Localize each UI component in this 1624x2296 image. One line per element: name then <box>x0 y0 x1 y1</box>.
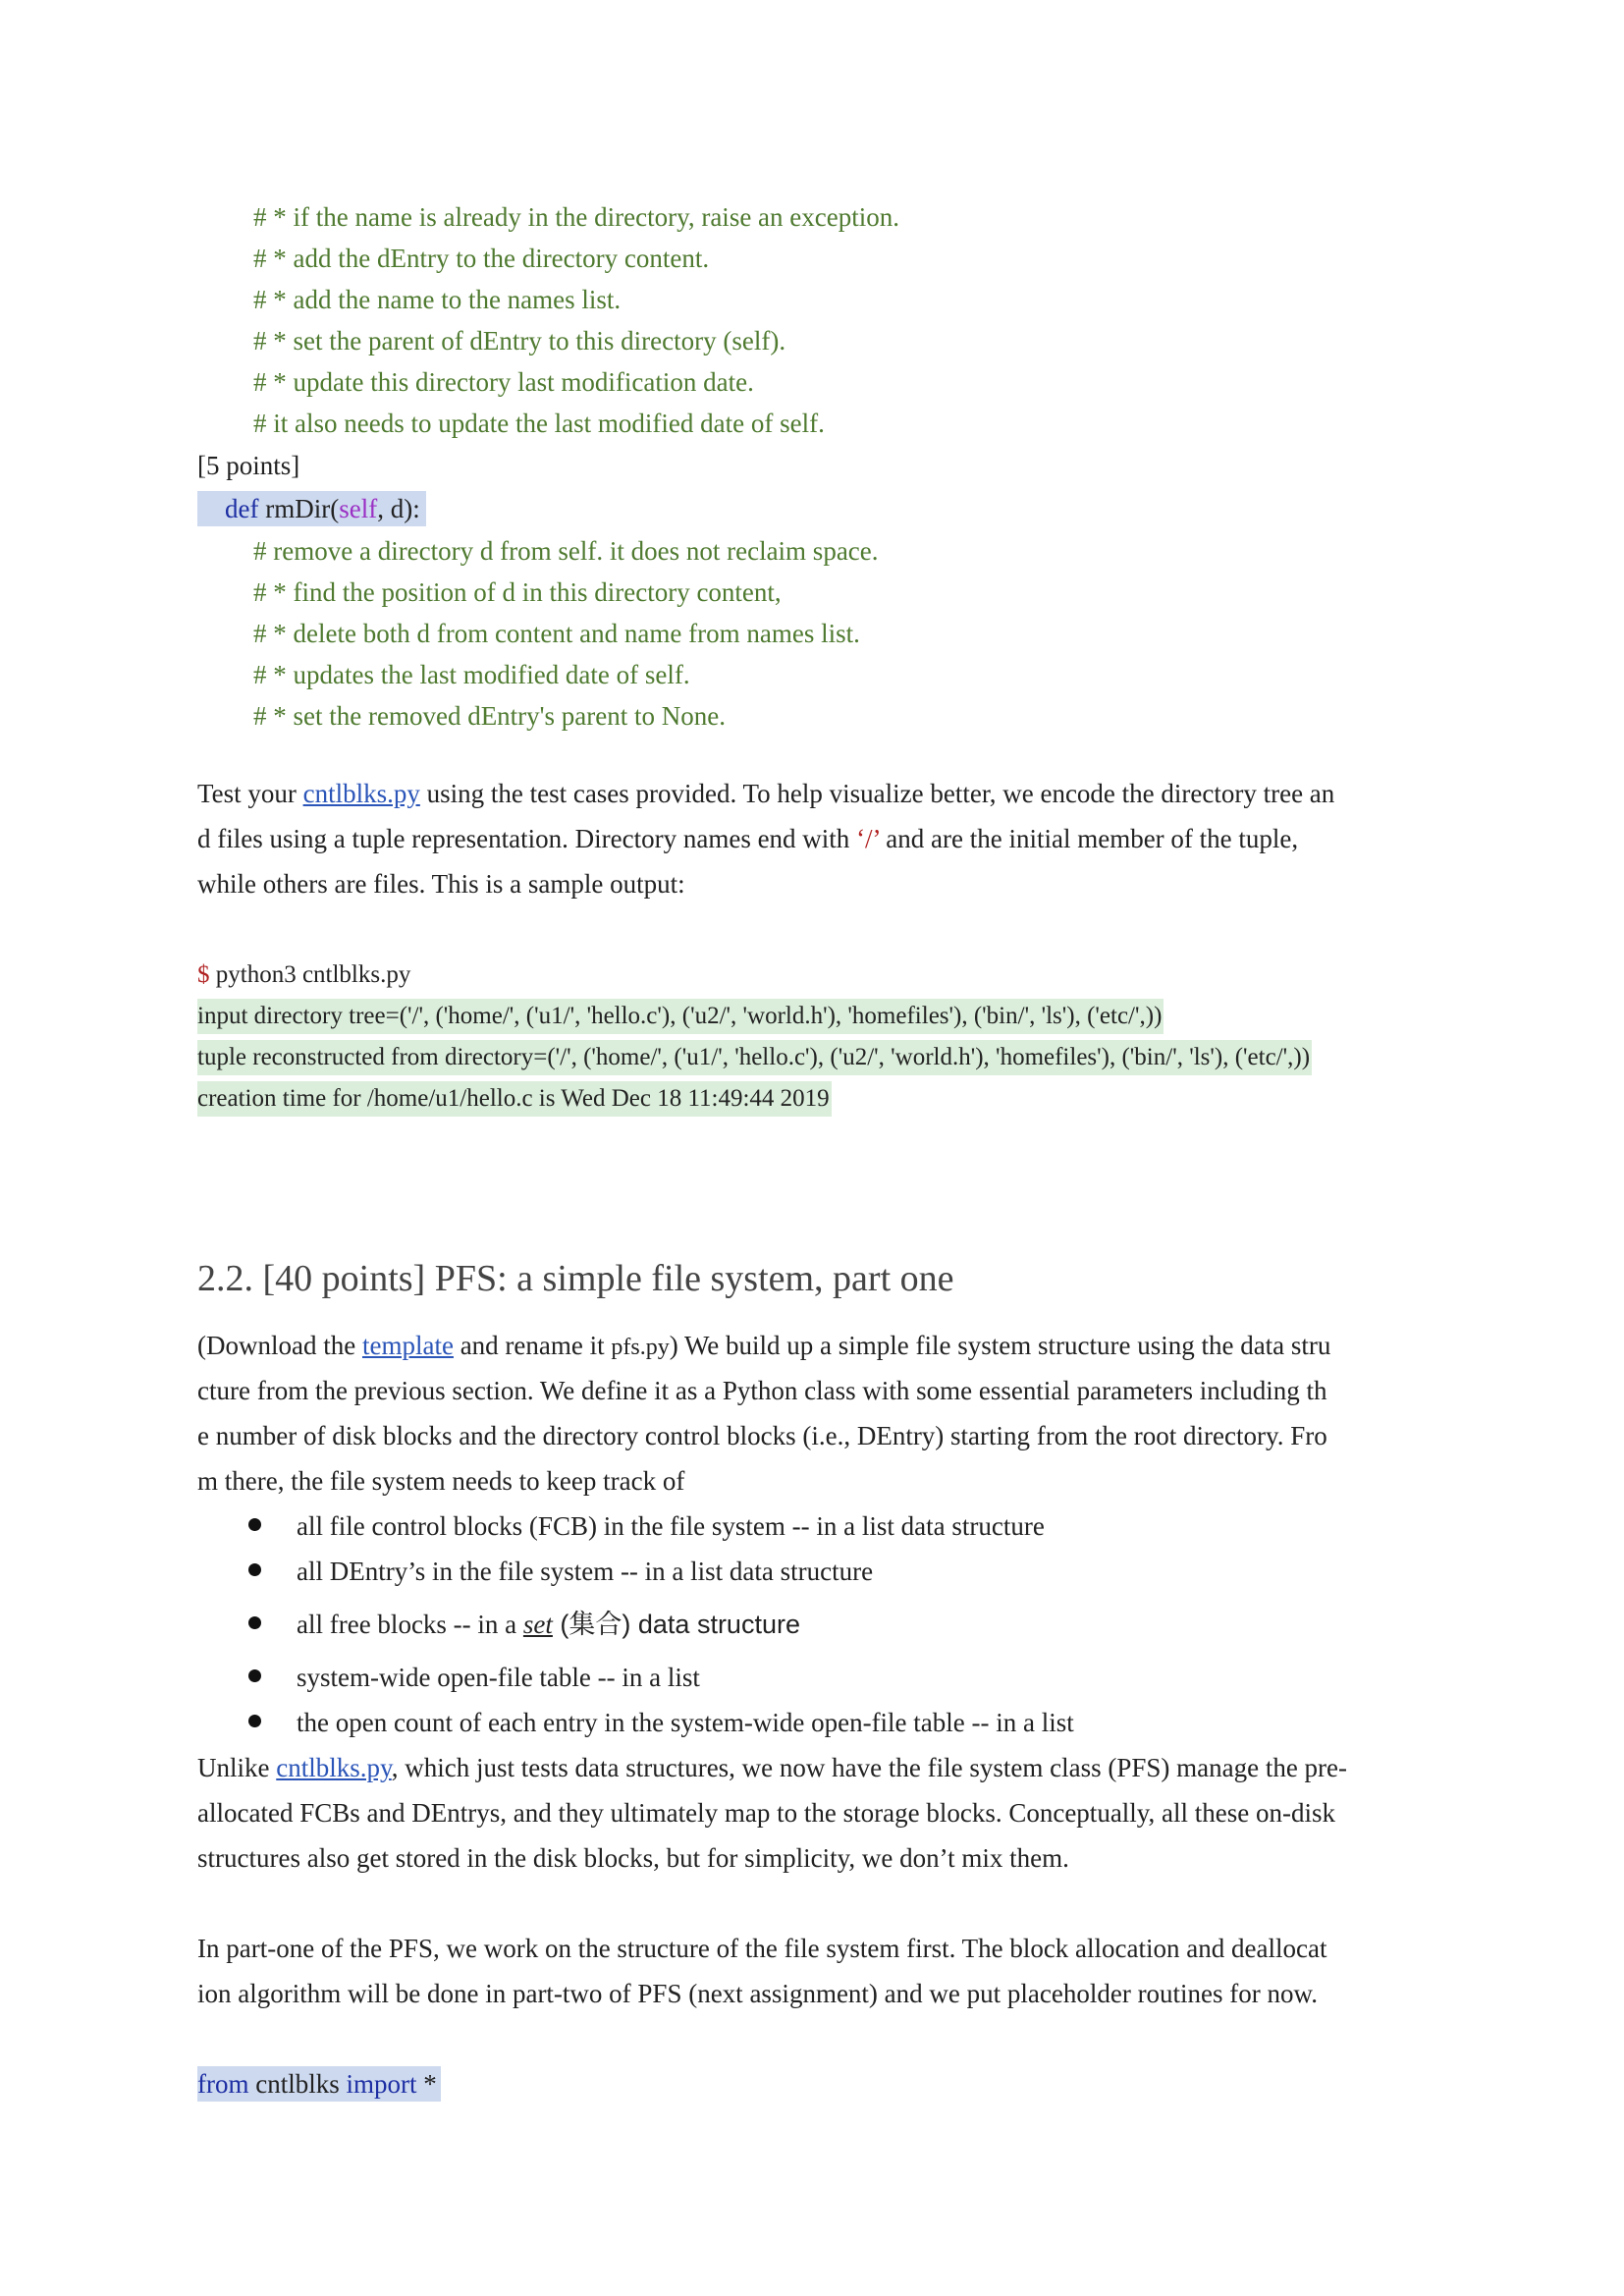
module-name: cntlblks <box>248 2069 347 2099</box>
partone-paragraph-line: In part-one of the PFS, we work on the structure of the file system first. The block allocation and deallocat <box>197 1934 1327 1963</box>
import-star: * <box>416 2069 437 2099</box>
code-comment: # * add the name to the names list. <box>253 285 622 314</box>
section-heading: 2.2. [40 points] PFS: a simple file system, part one <box>197 1258 954 1299</box>
pfs-paragraph-line: e number of disk blocks and the directory control blocks (i.e., DEntry) starting from the root directory. Fro <box>197 1421 1327 1450</box>
unlike-paragraph-line: structures also get stored in the disk blocks, but for simplicity, we don’t mix them. <box>197 1843 1069 1873</box>
text-span: ) We build up a simple file system structure using the data stru <box>669 1331 1331 1360</box>
rmdir-def-line <box>197 491 426 526</box>
code-comment: # * add the dEntry to the directory content. <box>253 244 710 273</box>
test-paragraph-line <box>197 821 1298 856</box>
unlike-paragraph-line: allocated FCBs and DEntrys, and they ultimately map to the storage blocks. Conceptually, all these on-disk <box>197 1798 1336 1828</box>
shell-output-line: input directory tree=('/', ('home/', ('u1/', 'hello.c'), ('u2/', 'world.h'), 'homefiles'), ('bin/', 'ls'), ('etc/',)) <box>197 999 1164 1034</box>
bullet-dot <box>248 1563 261 1576</box>
params-rest: , d): <box>377 494 420 523</box>
pfs-paragraph-line <box>197 1328 1330 1365</box>
file-name: pfs.py <box>611 1335 670 1360</box>
shell-prompt: $ <box>197 961 210 988</box>
text-span: all free blocks -- in a <box>297 1610 523 1639</box>
text-span: using the test cases provided. To help visualize better, we encode the directory tree an <box>419 779 1335 808</box>
bullet-item: all file control blocks (FCB) in the file system -- in a list data structure <box>297 1511 1045 1541</box>
shell-command <box>197 957 410 993</box>
slash-quote: ‘/’ <box>856 824 880 853</box>
code-comment: # it also needs to update the last modified date of self. <box>253 409 825 438</box>
bullet-item <box>297 1607 800 1642</box>
code-comment: # * delete both d from content and name from names list. <box>253 619 860 648</box>
test-paragraph-line <box>197 776 1334 811</box>
unlike-paragraph-line <box>197 1750 1347 1785</box>
template-link[interactable]: template <box>361 1331 454 1360</box>
code-comment: # * find the position of d in this directory content, <box>253 577 782 607</box>
text-span: , which just tests data structures, we now have the file system class (PFS) manage the pre- <box>391 1753 1348 1782</box>
shell-output-line: creation time for /home/u1/hello.c is Wed Dec 18 11:49:44 2019 <box>197 1081 832 1117</box>
function-name: rmDir( <box>265 494 340 523</box>
text-span: (Download the <box>197 1331 362 1360</box>
text-span: Unlike <box>197 1753 277 1782</box>
text-span: Test your <box>197 779 303 808</box>
code-comment: # * updates the last modified date of self. <box>253 660 690 689</box>
partone-paragraph-line: ion algorithm will be done in part-two of PFS (next assignment) and we put placeholder routines for now. <box>197 1979 1319 2008</box>
pfs-paragraph-line: m there, the file system needs to keep track of <box>197 1466 685 1496</box>
code-comment: # * set the parent of dEntry to this directory (self). <box>253 326 786 355</box>
cntlblks-link[interactable]: cntlblks.py <box>276 1753 392 1782</box>
def-keyword: def <box>225 494 259 523</box>
points-label: [5 points] <box>197 451 300 480</box>
shell-command-text: python3 cntlblks.py <box>209 961 411 988</box>
bullet-dot <box>248 1518 261 1531</box>
code-comment: # * if the name is already in the directory, raise an exception. <box>253 202 899 232</box>
bullet-item: all DEntry’s in the file system -- in a list data structure <box>297 1557 874 1586</box>
set-term: set <box>522 1610 553 1639</box>
import-statement <box>197 2066 441 2102</box>
bullet-item: system-wide open-file table -- in a list <box>297 1663 700 1692</box>
shell-output-line: tuple reconstructed from directory=('/', ('home/', ('u1/', 'hello.c'), ('u2/', 'world.h'), 'homefiles'), ('bin/', 'ls'), ('etc/',)) <box>197 1040 1312 1075</box>
import-keyword: import <box>346 2069 417 2099</box>
bullet-dot <box>248 1669 261 1682</box>
code-comment: # * update this directory last modification date. <box>253 367 754 397</box>
text-span: d files using a tuple representation. Directory names end with <box>197 824 857 853</box>
bullet-dot <box>248 1616 261 1629</box>
cntlblks-link[interactable]: cntlblks.py <box>302 779 420 808</box>
text-span: and are the initial member of the tuple, <box>879 824 1299 853</box>
test-paragraph-line: while others are files. This is a sample output: <box>197 869 685 899</box>
bullet-item: the open count of each entry in the system-wide open-file table -- in a list <box>297 1708 1074 1737</box>
text-span: and rename it <box>453 1331 612 1360</box>
self-param: self <box>339 494 378 523</box>
pfs-paragraph-line: cture from the previous section. We define it as a Python class with some essential parameters including th <box>197 1376 1327 1405</box>
code-comment: # * set the removed dEntry's parent to None. <box>253 701 726 731</box>
code-comment: # remove a directory d from self. it does not reclaim space. <box>253 536 879 566</box>
from-keyword: from <box>197 2069 249 2099</box>
text-span: (集合) data structure <box>552 1610 800 1639</box>
bullet-dot <box>248 1715 261 1727</box>
